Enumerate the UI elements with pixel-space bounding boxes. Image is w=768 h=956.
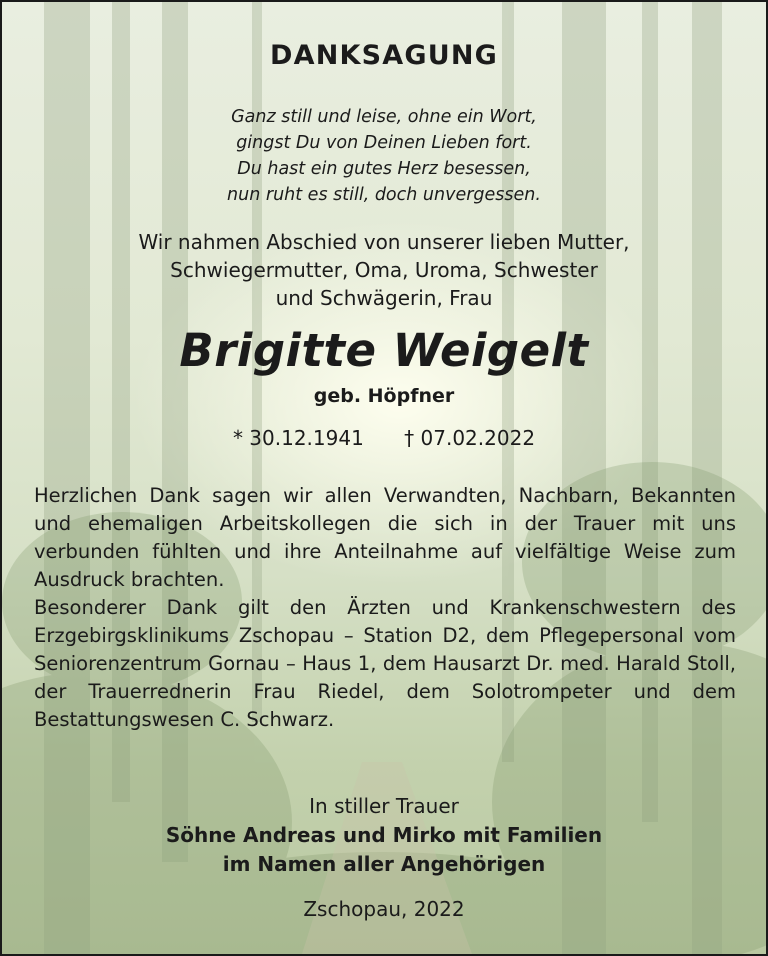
thanks-paragraph: Besonderer Dank gilt den Ärzten und Krankenschwestern des Erzgebirgsklinikums Zschopau – Station D2, dem Pflegepersonal vom Seniorenzentrum Gornau – Haus 1, dem Hausarzt Dr. med. Harald Stoll, der Trauerrednerin Frau Riedel, dem Solotrompeter und dem Bestattungswesen C. Schwarz.: [34, 596, 736, 731]
thanks-text: [34, 482, 736, 734]
intro: [2, 228, 766, 312]
poem-line: Ganz still und leise, ohne ein Wort,: [231, 107, 537, 127]
life-dates: [2, 426, 766, 450]
death-date: † 07.02.2022: [404, 426, 536, 450]
heading: DANKSAGUNG: [269, 40, 498, 71]
mourners: Söhne Andreas und Mirko mit Familien: [165, 823, 603, 847]
birth-name: geb. Höpfner: [313, 385, 455, 407]
intro-line: und Schwägerin, Frau: [275, 286, 493, 310]
poem: [2, 104, 766, 208]
poem-line: nun ruht es still, doch unvergessen.: [227, 185, 541, 205]
poem-line: Du hast ein gutes Herz besessen,: [237, 159, 531, 179]
poem-line: gingst Du von Deinen Lieben fort.: [236, 133, 532, 153]
deceased-name: Brigitte Weigelt: [179, 324, 589, 377]
place-date: Zschopau, 2022: [303, 897, 465, 921]
intro-line: Schwiegermutter, Oma, Uroma, Schwester: [170, 258, 598, 282]
intro-line: Wir nahmen Abschied von unserer lieben Mutter,: [138, 230, 630, 254]
birth-date: * 30.12.1941: [232, 426, 364, 450]
thanks-paragraph: Herzlichen Dank sagen wir allen Verwandten, Nachbarn, Bekannten und ehemaligen Arbeitskollegen die sich in der Trauer mit uns verbunden fühlten und ihre Anteilnahme auf vielfältige Weise zum Ausdruck brachten.: [34, 484, 736, 591]
mourners-note: im Namen aller Angehörigen: [222, 852, 546, 876]
closing: [2, 792, 766, 879]
closing-line: In stiller Trauer: [309, 794, 459, 818]
